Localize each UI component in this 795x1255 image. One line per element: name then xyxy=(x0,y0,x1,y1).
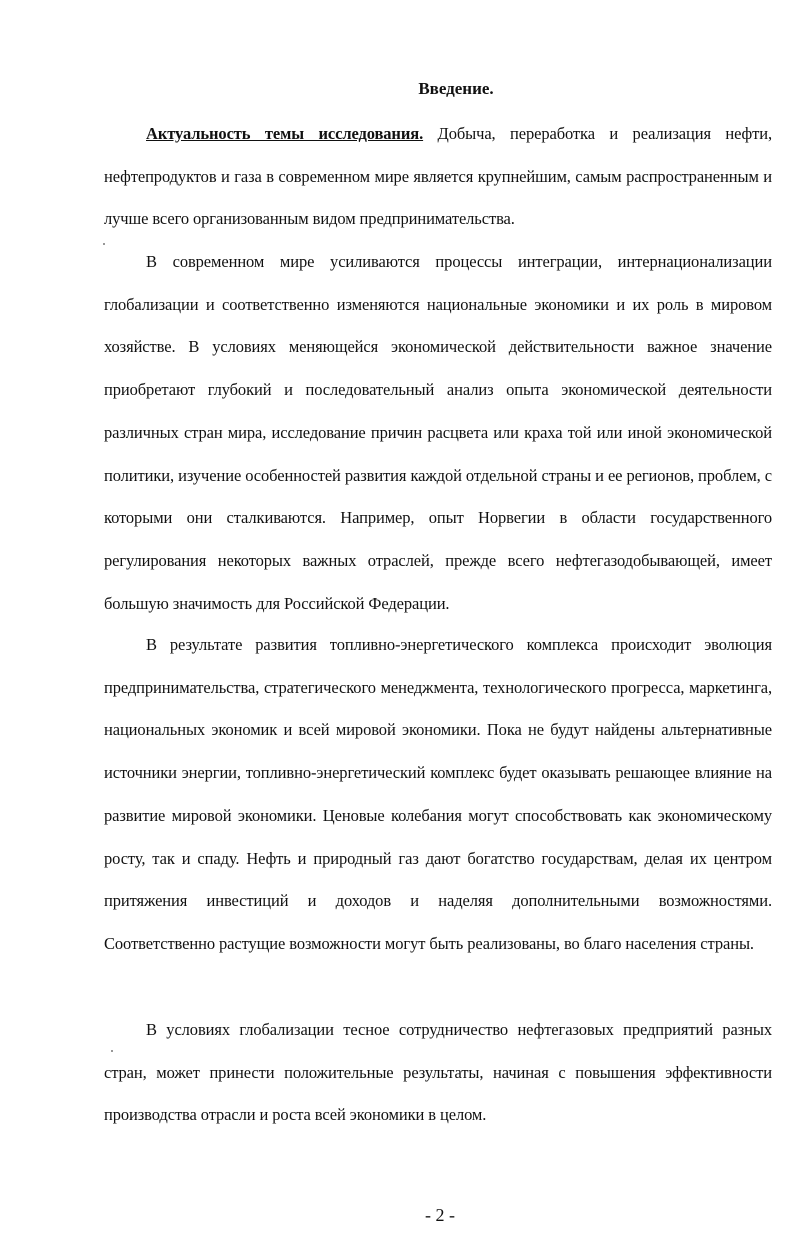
page-title: Введение. xyxy=(418,79,494,98)
paragraph-integration: В современном мире усиливаются процессы интеграции, интернационализации глобализации и соответственно изменяются национальные экономики и их роль в мировом хозяйстве. В условиях меняющейся экономической действительности важное значение приобретают глубокий и последовательный анализ опыта экономической деятельности различных стран мира, исследование причин расцвета или краха той или иной экономической политики, изучение особенностей развития каждой отдельной страны и ее регионов, проблем, с которыми они сталкиваются. Например, опыт Норвегии в области государственного регулирования некоторых важных отраслей, прежде всего нефтегазодобывающей, имеет большую значимость для Российской Федерации. xyxy=(104,252,772,613)
scan-speck xyxy=(111,1050,113,1052)
paragraph-cooperation: В условиях глобализации тесное сотрудничество нефтегазовых предприятий разных стран, может принести положительные результаты, начиная с повышения эффективности производства отрасли и роста всей экономики в целом. xyxy=(104,1020,772,1125)
paragraph-relevance xyxy=(104,113,772,241)
page-number: - 2 - xyxy=(425,1205,455,1225)
paragraph-energy-complex: В результате развития топливно-энергетического комплекса происходит эволюция предпринимательства, стратегического менеджмента, технологического прогресса, маркетинга, национальных экономик и всей мировой экономики. Пока не будут найдены альтернативные источники энергии, топливно-энергетический комплекс будет оказывать решающее влияние на развитие мировой экономики. Ценовые колебания могут способствовать как экономическому росту, так и спаду. Нефть и природный газ дают богатство государствам, делая их центром притяжения инвестиций и доходов и наделяя дополнительными возможностями. Соответственно растущие возможности могут быть реализованы, во благо населения страны. xyxy=(104,635,772,953)
relevance-lead: Актуальность темы исследования. xyxy=(146,124,424,143)
paragraph-1-text: Добыча, переработка и реализация нефти, нефтепродуктов и газа в современном мире является крупнейшим, самым распространенным и лучше всего организованным видом предпринимательства. xyxy=(104,124,772,229)
scan-speck xyxy=(103,243,105,245)
